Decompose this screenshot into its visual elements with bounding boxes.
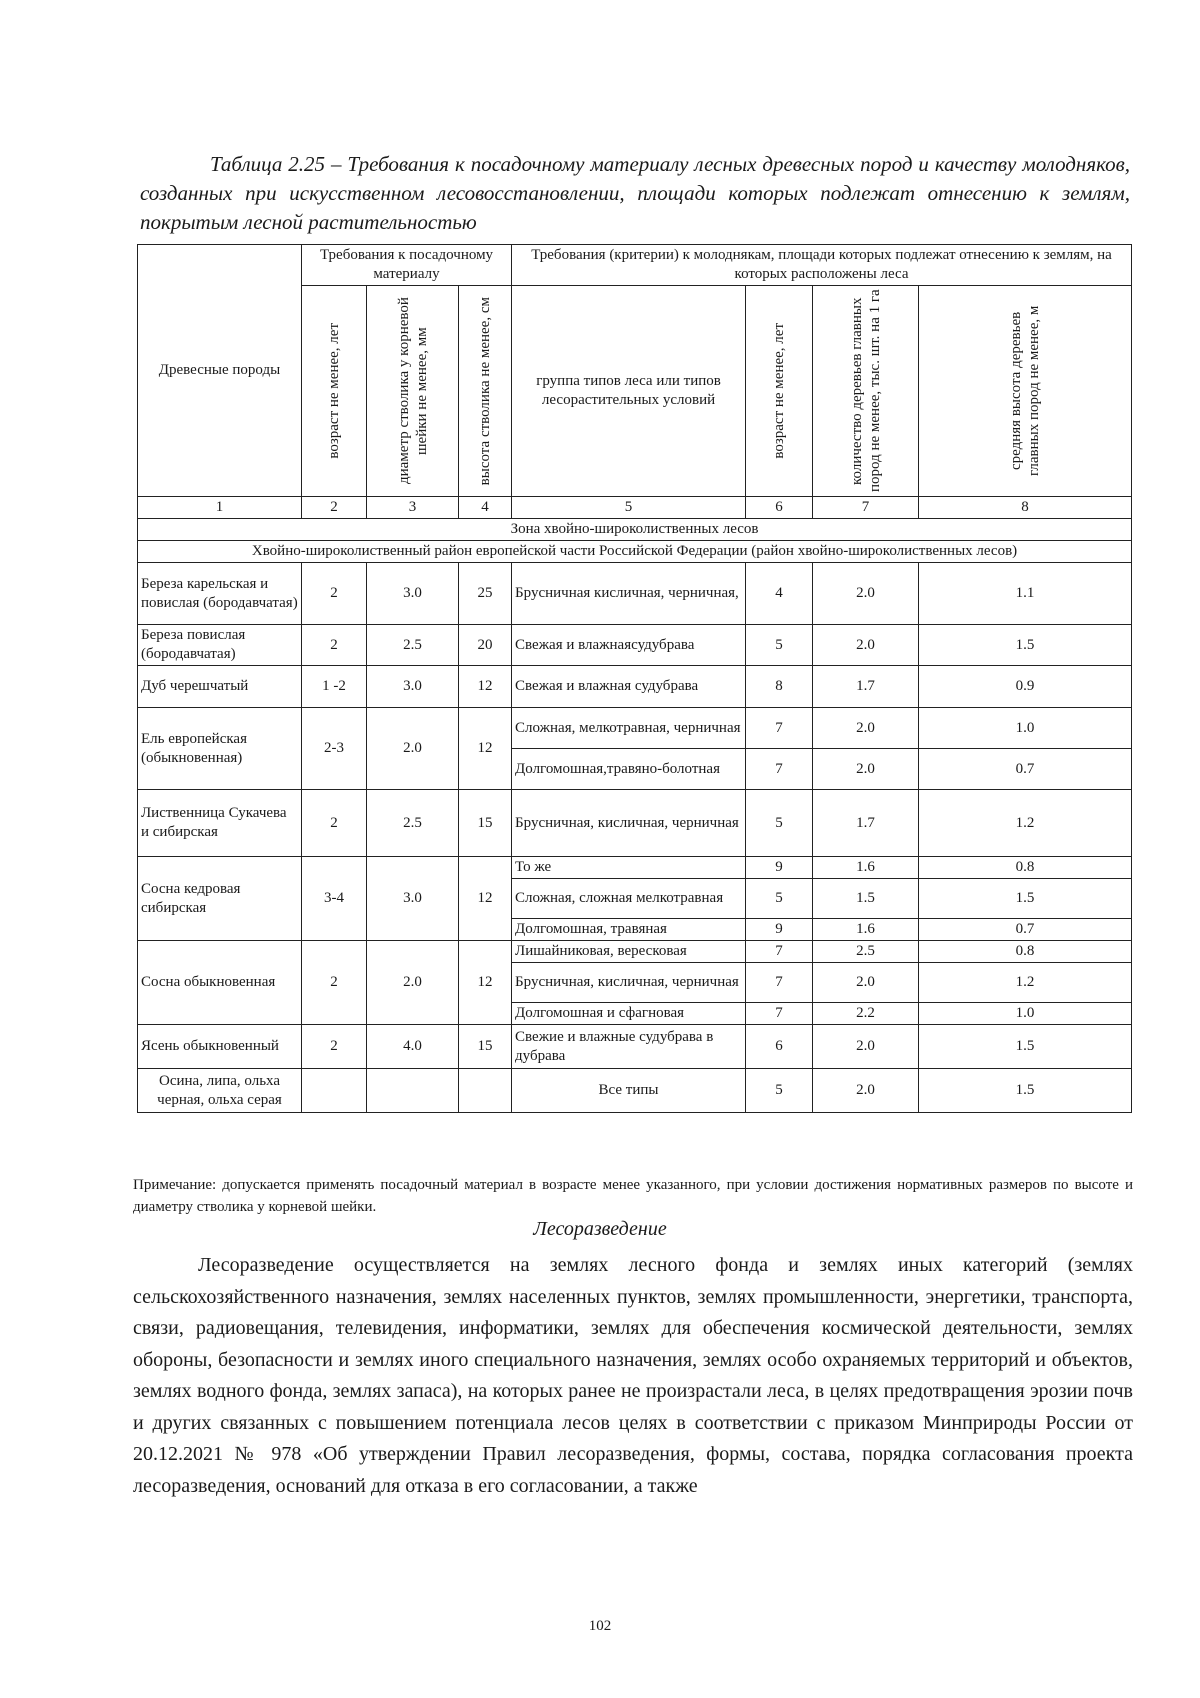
col-age-header: возраст не менее, лет (302, 286, 367, 497)
col-age2-header: возраст не менее, лет (746, 286, 813, 497)
table-row: Сложная, сложная мелкотравная 5 1.5 1.5 (138, 879, 1132, 919)
district-row: Хвойно-широколиственный район европейской части Российской Федерации (район хвойно-широколиственных лесов) (138, 541, 1132, 563)
table-row: Ясень обыкновенный 2 4.0 15 Свежие и влажные судубрава в дубрава 6 2.0 1.5 (138, 1025, 1132, 1069)
table-row: Долгомошная и сфагновая 7 2.2 1.0 (138, 1003, 1132, 1025)
requirements-table (137, 244, 1132, 1113)
col-count-header: количество деревьев главных пород не менее, тыс. шт. на 1 га (813, 286, 919, 497)
col-diameter-header: диаметр стволика у корневой шейки не менее, мм (367, 286, 459, 497)
table-row: Сосна обыкновенная 2 2.0 12 Лишайниковая, вересковая 7 2.5 0.8 (138, 941, 1132, 963)
zone-row: Зона хвойно-широколиственных лесов (138, 519, 1132, 541)
table-row: Береза карельская и повислая (бородавчатая) 2 3.0 25 Брусничная кисличная, черничная, 4 2.0 1.1 (138, 563, 1132, 625)
table-row: Лиственница Сукачева и сибирская 2 2.5 15 Брусничная, кисличная, черничная 5 1.7 1.2 (138, 790, 1132, 857)
section-title: Лесоразведение (533, 1218, 667, 1240)
table-row: Дуб черешчатый 1 -2 3.0 12 Свежая и влажная судубрава 8 1.7 0.9 (138, 666, 1132, 708)
page-number: 102 (588, 1618, 612, 1634)
table-row: Брусничная, кисличная, черничная 7 2.0 1.2 (138, 963, 1132, 1003)
col-species-header: Древесные породы (138, 245, 302, 497)
column-number-row: 1 2 3 4 5 6 7 8 (138, 497, 1132, 519)
table-row: Долгомошная, травяная 9 1.6 0.7 (138, 919, 1132, 941)
col-height-header: высота стволика не менее, см (459, 286, 512, 497)
col-avg-height-header: средняя высота деревьев главных пород не менее, м (919, 286, 1132, 497)
group-young-header: Требования (критерии) к молоднякам, площади которых подлежат отнесению к землям, на которых расположены леса (512, 245, 1132, 286)
table-row: Сосна кедровая сибирская 3-4 3.0 12 То же 9 1.6 0.8 (138, 857, 1132, 879)
table-row: Долгомошная,травяно-болотная 7 2.0 0.7 (138, 749, 1132, 790)
col-forest-type-header: группа типов леса или типов лесорастительных условий (512, 286, 746, 497)
group-planting-header: Требования к посадочному материалу (302, 245, 512, 286)
body-paragraph: Лесоразведение осуществляется на землях лесного фонда и землях иных категорий (землях сельскохозяйственного назначения, землях населенных пунктов, землях промышленности, энергетики, транспорта, связи, радиовещания, телевидения, информатики, землях для обеспечения космической деятельности, землях обороны, безопасности и землях иного специального назначения, землях особо охраняемых территорий и объектов, землях водного фонда, землях запаса), на которых ранее не произрастали леса, в целях предотвращения эрозии почв и других связанных с повышением потенциала лесов целях в соответствии с приказом Минприроды России от 20.12.2021 № 978 «Об утверждении Правил лесоразведения, формы, состава, порядка согласования проекта лесоразведения, оснований для отказа в его согласовании, а также (133, 1254, 1133, 1497)
table-note: Примечание: допускается применять посадочный материал в возрасте менее указанного, при условии достижения нормативных размеров по высоте и диаметру стволика у корневой шейки. (133, 1177, 1133, 1215)
table-row: Ель европейская (обыкновенная) 2-3 2.0 12 Сложная, мелкотравная, черничная 7 2.0 1.0 (138, 708, 1132, 749)
table-caption: Таблица 2.25 – Требования к посадочному материалу лесных древесных пород и качеству молодняков, созданных при искусственном лесовосстановлении, площади которых подлежат отнесению к землям, покрытым лесной растительностью (140, 152, 1130, 234)
table-row: Осина, липа, ольха черная, ольха серая Все типы 5 2.0 1.5 (138, 1069, 1132, 1113)
table-row: Береза повислая (бородавчатая) 2 2.5 20 Свежая и влажнаясудубрава 5 2.0 1.5 (138, 625, 1132, 666)
